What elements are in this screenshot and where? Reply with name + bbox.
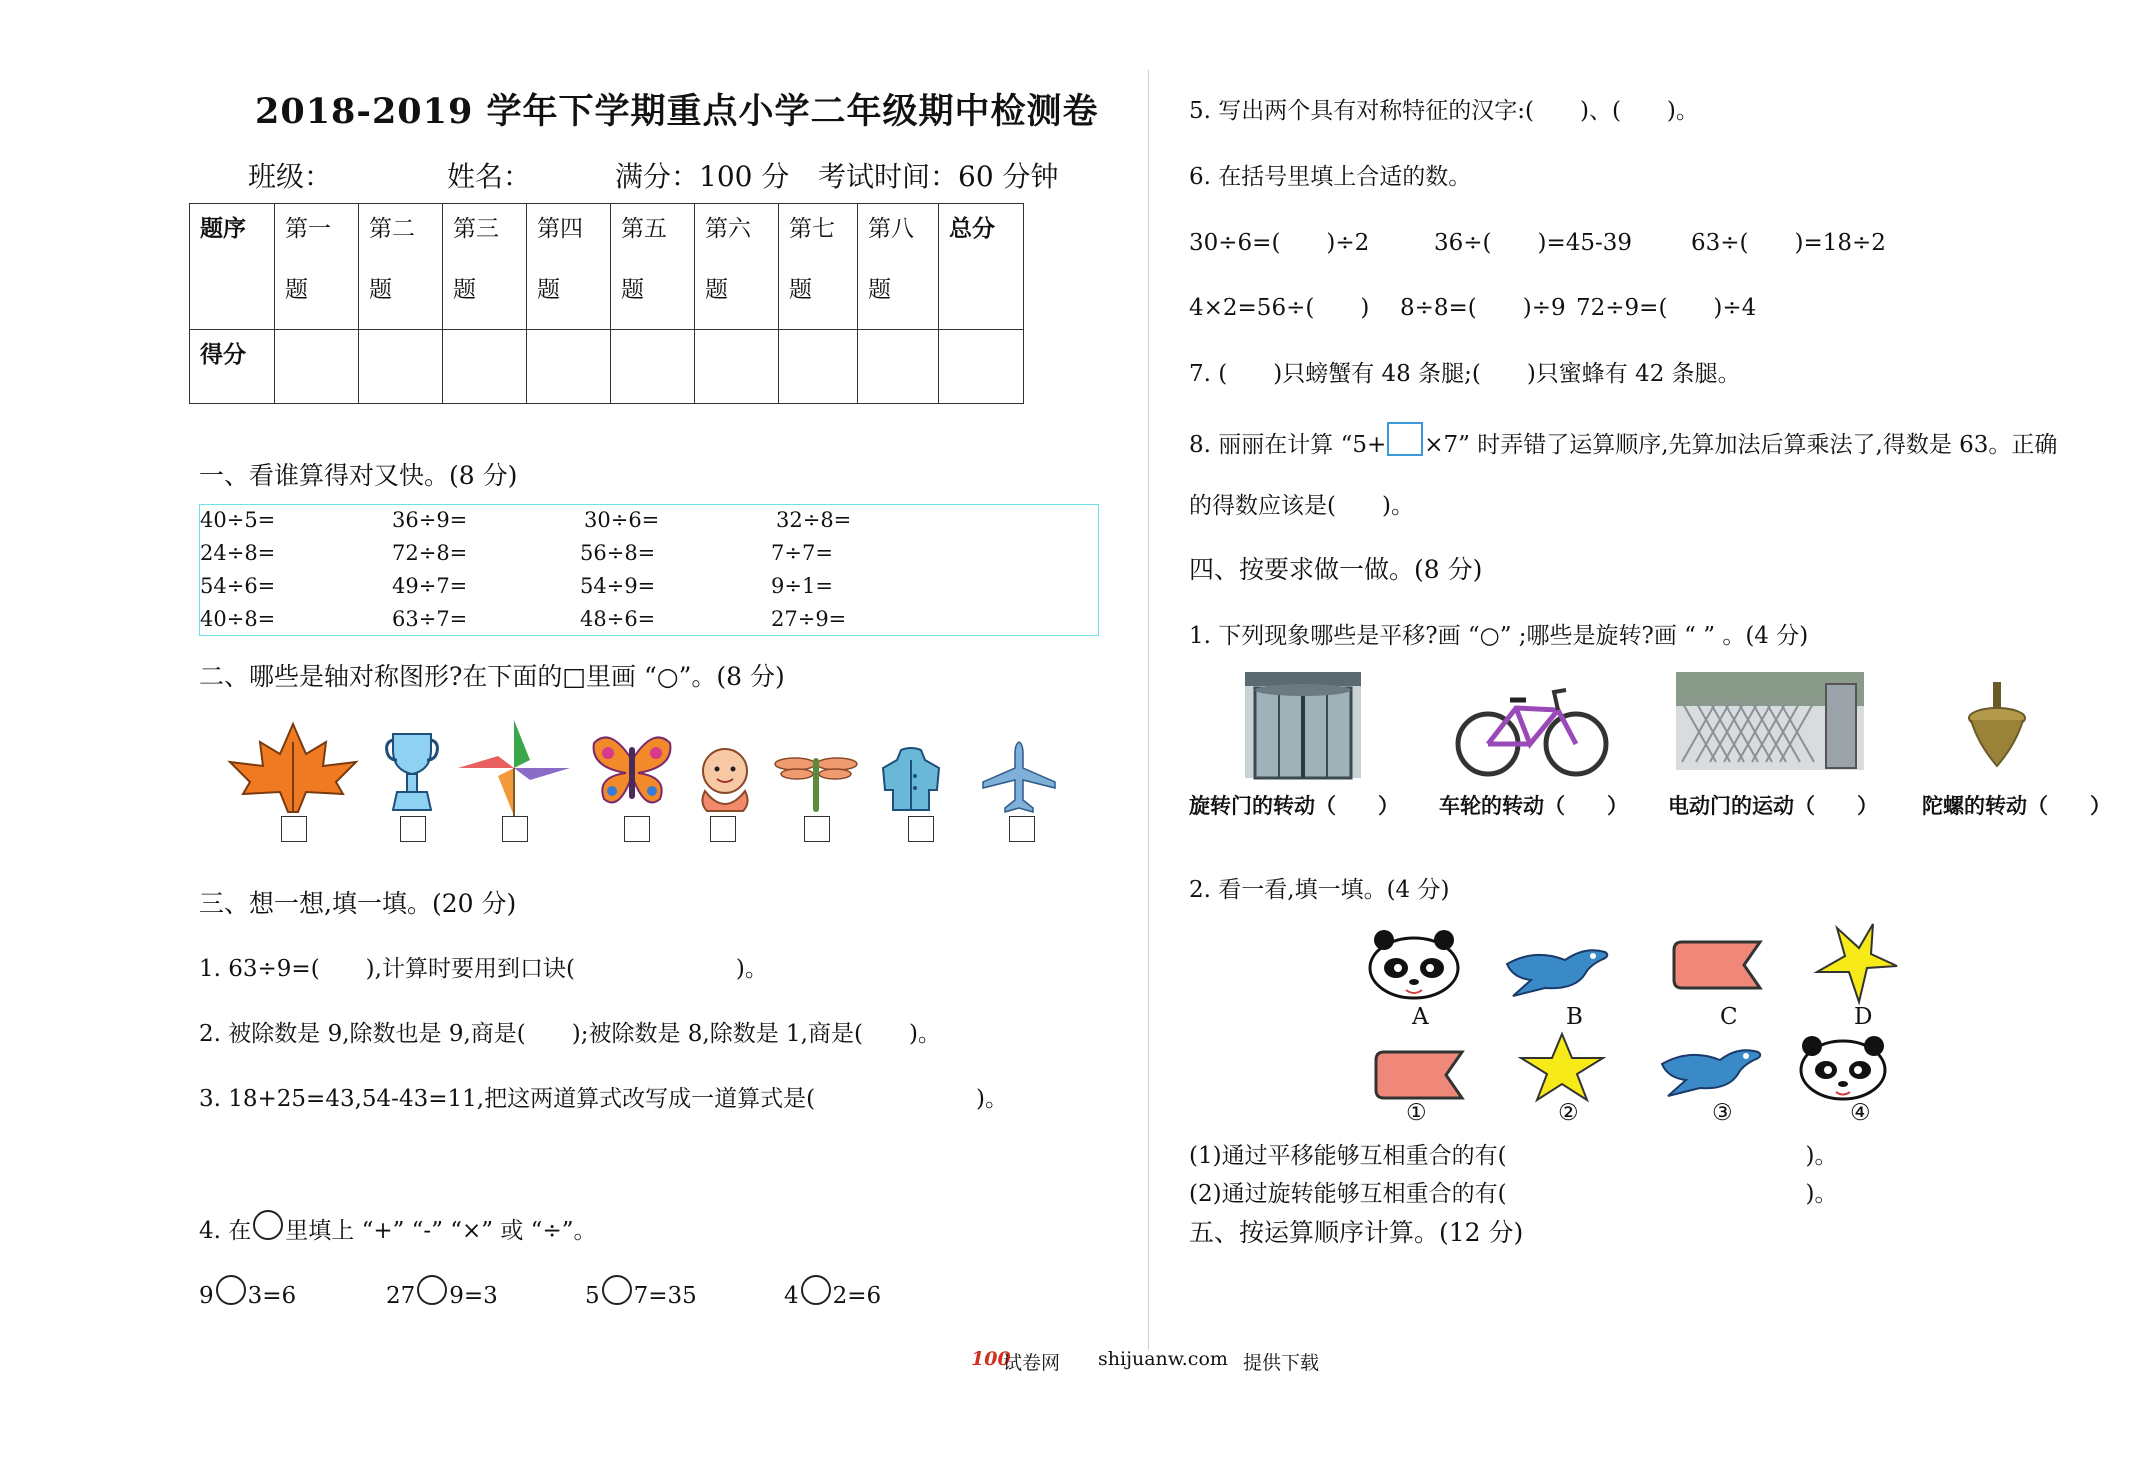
s3-q8-line2: 的得数应该是( )。	[1189, 493, 1414, 519]
score-label: 得分	[190, 330, 275, 404]
s3-q6-item: 36÷( )=45-39	[1434, 230, 1633, 256]
s3-q6-item: 63÷( )=18÷2	[1691, 230, 1886, 256]
s3-q6-item: 4×2=56÷( )	[1189, 295, 1370, 321]
s3-q6: 6. 在括号里填上合适的数。	[1189, 164, 1472, 190]
maple-leaf-icon	[228, 722, 358, 814]
s4-q1-item: 旋转门的转动（ ）	[1189, 793, 1399, 818]
airplane-icon	[981, 740, 1057, 814]
section5-heading: 五、按运算顺序计算。(12 分)	[1189, 1218, 1524, 1247]
calc-item: 24÷8=	[200, 541, 276, 565]
score-cell[interactable]	[359, 330, 443, 404]
pinwheel-icon	[456, 718, 572, 818]
star-icon	[1815, 922, 1899, 1006]
score-table	[189, 203, 1024, 404]
butterfly-icon	[590, 733, 674, 813]
footer-site-name: 试卷网	[1003, 1352, 1061, 1374]
s3-q5: 5. 写出两个具有对称特征的汉字:( )、( )。	[1189, 98, 1699, 124]
name-label: 姓名：	[447, 160, 532, 193]
s4-q1-item: 陀螺的转动（ ）	[1922, 793, 2111, 818]
score-cell[interactable]	[611, 330, 695, 404]
section3-heading: 三、想一想,填一填。(20 分)	[199, 889, 517, 918]
score-cell[interactable]	[695, 330, 779, 404]
total-header: 总分	[939, 204, 1024, 330]
s3-q4-item: 4 2=6	[784, 1275, 881, 1309]
calc-item: 56÷8=	[580, 541, 656, 565]
s4-q1: 1. 下列现象哪些是平移?画 “○” ;哪些是旋转?画 “ ” 。(4 分)	[1189, 623, 1809, 649]
col-4: 第四 题	[527, 204, 611, 330]
calc-item: 32÷8=	[776, 508, 852, 532]
s3-q7: 7. ( )只螃蟹有 48 条腿;( )只蜜蜂有 42 条腿。	[1189, 361, 1741, 387]
col-3: 第三 题	[443, 204, 527, 330]
label-D: D	[1854, 1004, 1873, 1030]
label-A: A	[1412, 1004, 1429, 1030]
col-8: 第八 题	[858, 204, 939, 330]
arrow-shape-icon	[1376, 1050, 1464, 1100]
calc-item: 54÷9=	[580, 574, 656, 598]
answer-box[interactable]	[804, 816, 830, 842]
label-C: C	[1720, 1004, 1738, 1030]
col-2: 第二 题	[359, 204, 443, 330]
blank-circle[interactable]	[417, 1275, 447, 1305]
score-cell[interactable]	[275, 330, 359, 404]
calc-item: 30÷6=	[584, 508, 660, 532]
s4-q1-item: 电动门的运动（ ）	[1668, 793, 1878, 818]
bicycle-icon	[1454, 682, 1610, 778]
page-title: 2018-2019 学年下学期重点小学二年级期中检测卷	[255, 91, 1099, 132]
s3-q2: 2. 被除数是 9,除数也是 9,商是( );被除数是 8,除数是 1,商是( )。	[199, 1021, 941, 1047]
score-cell[interactable]	[858, 330, 939, 404]
answer-box[interactable]	[624, 816, 650, 842]
calc-item: 40÷5=	[200, 508, 276, 532]
s3-q6-item: 30÷6=( )÷2	[1189, 230, 1370, 256]
s3-q4-item: 5 7=35	[585, 1275, 697, 1309]
baby-icon	[695, 747, 755, 813]
exam-time: 考试时间：60 分钟	[818, 160, 1059, 193]
s3-q3: 3. 18+25=43,54-43=11,把这两道算式改写成一道算式是( )。	[199, 1086, 1009, 1112]
calc-item: 7÷7=	[771, 541, 833, 565]
blank-box[interactable]	[1387, 422, 1423, 456]
column-divider	[1148, 70, 1149, 1350]
star-icon	[1519, 1032, 1605, 1102]
s4-q1-item: 车轮的转动（ ）	[1439, 793, 1628, 818]
arrow-shape-icon	[1674, 940, 1762, 990]
col-1: 第一 题	[275, 204, 359, 330]
section4-heading: 四、按要求做一做。(8 分)	[1189, 555, 1483, 584]
col-5: 第五 题	[611, 204, 695, 330]
calc-item: 63÷7=	[392, 607, 468, 631]
section1-heading: 一、看谁算得对又快。(8 分)	[199, 461, 518, 490]
score-cell[interactable]	[527, 330, 611, 404]
calc-item: 27÷9=	[771, 607, 847, 631]
s4-q2: 2. 看一看,填一填。(4 分)	[1189, 877, 1450, 903]
blank-circle[interactable]	[801, 1275, 831, 1305]
answer-box[interactable]	[502, 816, 528, 842]
col-6: 第六 题	[695, 204, 779, 330]
s3-q4-item: 9 3=6	[199, 1275, 296, 1309]
calc-item: 9÷1=	[771, 574, 833, 598]
calc-item: 36÷9=	[392, 508, 468, 532]
footer-url[interactable]: shijuanw.com	[1098, 1348, 1228, 1370]
s3-q1: 1. 63÷9=( ),计算时要用到口诀( )。	[199, 956, 768, 982]
blank-circle[interactable]	[602, 1275, 632, 1305]
row-header: 题序	[190, 204, 275, 330]
coat-icon	[879, 748, 943, 812]
answer-box[interactable]	[710, 816, 736, 842]
calc-item: 54÷6=	[200, 574, 276, 598]
s4-q2-a: (1)通过平移能够互相重合的有( )。	[1189, 1143, 1838, 1169]
label-2: ②	[1558, 1100, 1579, 1126]
answer-box[interactable]	[1009, 816, 1035, 842]
s3-q4-item: 27 9=3	[386, 1275, 498, 1309]
label-3: ③	[1712, 1100, 1733, 1126]
score-cell[interactable]	[443, 330, 527, 404]
spinning-top-icon	[1968, 682, 2026, 768]
answer-box[interactable]	[281, 816, 307, 842]
answer-box[interactable]	[400, 816, 426, 842]
calc-item: 48÷6=	[580, 607, 656, 631]
s3-q8: 8. 丽丽在计算 “5+ ×7” 时弄错了运算顺序,先算加法后算乘法了,得数是 63。正确	[1189, 422, 2057, 459]
revolving-door-icon	[1245, 672, 1361, 778]
s4-q2-b: (2)通过旋转能够互相重合的有( )。	[1189, 1181, 1838, 1207]
bird-icon	[1660, 1038, 1764, 1098]
footer-logo: 100	[971, 1348, 1011, 1370]
calc-item: 49÷7=	[392, 574, 468, 598]
label-B: B	[1566, 1004, 1583, 1030]
col-7: 第七 题	[779, 204, 858, 330]
total-cell[interactable]	[939, 330, 1024, 404]
full-score: 满分：100 分	[615, 160, 790, 193]
footer-download: 提供下载	[1243, 1352, 1320, 1374]
trophy-icon	[385, 730, 439, 814]
panda-icon	[1798, 1034, 1888, 1102]
s3-q6-item: 8÷8=( )÷9	[1400, 295, 1566, 321]
label-1: ①	[1406, 1100, 1427, 1126]
electric-gate-icon	[1676, 672, 1864, 770]
class-label: 班级：	[248, 160, 333, 193]
blank-circle[interactable]	[216, 1275, 246, 1305]
score-cell[interactable]	[779, 330, 858, 404]
calc-item: 72÷8=	[392, 541, 468, 565]
label-4: ④	[1850, 1100, 1871, 1126]
section2-heading: 二、哪些是轴对称图形?在下面的□里画 “○”。(8 分)	[199, 662, 785, 691]
dragonfly-icon	[773, 754, 859, 814]
panda-icon	[1366, 928, 1462, 1000]
calc-item: 40÷8=	[200, 607, 276, 631]
answer-box[interactable]	[908, 816, 934, 842]
s3-q6-item: 72÷9=( )÷4	[1576, 295, 1757, 321]
bird-icon	[1505, 938, 1613, 998]
circle-icon	[253, 1210, 283, 1240]
s3-q4: 4. 在 里填上 “+” “-” “×” 或 “÷”。	[199, 1210, 596, 1245]
